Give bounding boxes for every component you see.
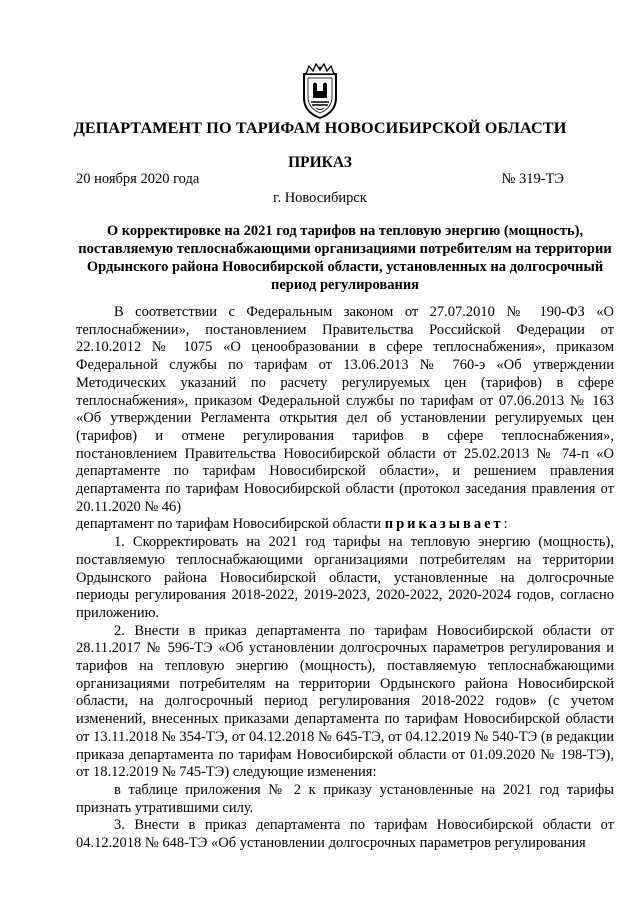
department-heading: ДЕПАРТАМЕНТ ПО ТАРИФАМ НОВОСИБИРСКОЙ ОБЛАСТИ (73, 119, 567, 137)
item-1-paragraph: 1. Скорректировать на 2021 год тарифы на тепловую энергию (мощность), поставляемую теплоснабжающими организациями потребителям на территории Ордынского района Новосибирской области, установленные на долгосрочные периоды регулирования 2018-2022, 2019-2023, 2020-2022, 2020-2024 годов, согласно приложению. (76, 534, 614, 621)
document-title: О корректировке на 2021 год тарифов на тепловую энергию (мощность), поставляемую теплоснабжающими организациями потребителям на территории Ордынского района Новосибирской области, установленных на долгосрочный период регулирования (78, 223, 612, 293)
document-number: № 319-ТЭ (501, 171, 564, 187)
order-line (76, 516, 614, 534)
order-word: приказывает (384, 516, 504, 533)
document-date: 20 ноября 2020 года (76, 171, 200, 187)
preamble-paragraph: В соответствии с Федеральным законом от 27.07.2010 № 190-ФЗ «О теплоснабжении», постановлением Правительства Российской Федерации от 22.10.2012 № 1075 «О ценообразовании в сфере теплоснабжения», приказом Федеральной службы по тарифам от 13.06.2013 № 760-э «Об утверждении Методических указаний по расчету регулируемых цен (тарифов) в сфере теплоснабжения», приказом Федеральной службы по тарифам от 07.06.2013 № 163 «Об утверждении Регламента открытия дел об установлении регулируемых цен (тарифов) и отмене регулирования тарифов в сфере теплоснабжения», постановлением Правительства Новосибирской области от 25.02.2013 № 74-п «О департаменте по тарифам Новосибирской области», и решением правления департамента по тарифам Новосибирской области (протокол заседания правления от 20.11.2020 № 46) (76, 304, 614, 515)
order-colon: : (503, 516, 508, 533)
order-lead: департамент по тарифам Новосибирской области (76, 516, 382, 533)
coat-of-arms-icon (296, 62, 344, 120)
document-city: г. Новосибирск (273, 190, 367, 206)
item-2-subparagraph: в таблице приложения № 2 к приказу установленные на 2021 год тарифы признать утратившими силу. (76, 781, 614, 816)
item-2-paragraph: 2. Внести в приказ департамента по тарифам Новосибирской области от 28.11.2017 № 596-ТЭ «Об установлении долгосрочных параметров регулирования и тарифов на тепловую энергию (мощность), поставляемую теплоснабжающими организациями потребителям на территории Ордынского района Новосибирской области, на долгосрочный период регулирования 2018-2022 годов» (с учетом изменений, внесенных приказами департамента по тарифам Новосибирской области от 13.11.2018 № 354-ТЭ, от 04.12.2018 № 645-ТЭ, от 04.12.2019 № 540-ТЭ (в редакции приказа департамента по тарифам Новосибирской области от 01.09.2020 № 198-ТЭ), от 18.12.2019 № 745-ТЭ) следующие изменения: (76, 622, 614, 781)
document-type: ПРИКАЗ (288, 154, 352, 171)
document-body (76, 304, 614, 853)
item-3-paragraph: 3. Внести в приказ департамента по тарифам Новосибирской области от 04.12.2018 № 648-ТЭ «Об установлении долгосрочных параметров регулирования (76, 817, 614, 852)
